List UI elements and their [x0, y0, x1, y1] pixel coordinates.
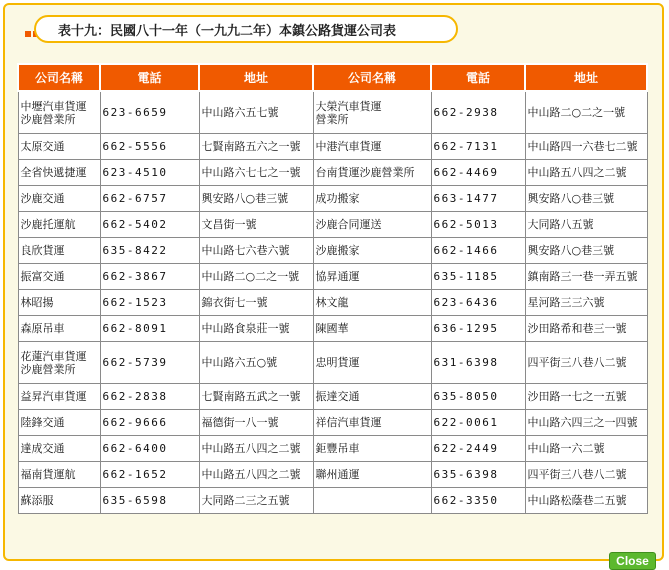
- cell-phone: 662-3350: [431, 488, 525, 514]
- cell-phone: 662-1466: [431, 238, 525, 264]
- cell-phone: 662-2838: [100, 384, 199, 410]
- cell-phone: 623-6659: [100, 91, 199, 134]
- cell-address: 四平街三八巷八二號: [525, 342, 647, 384]
- cell-phone: 662-2938: [431, 91, 525, 134]
- cell-company-name: [313, 160, 431, 186]
- cell-address: 興安路八○巷三號: [199, 186, 313, 212]
- cell-phone: 662-5556: [100, 134, 199, 160]
- cell-phone: 623-4510: [100, 160, 199, 186]
- cell-company-name: [313, 290, 431, 316]
- cell-address: 星河路三三六號: [525, 290, 647, 316]
- table-header-row: [18, 64, 647, 91]
- table-row: [18, 410, 647, 436]
- cell-company-name: [313, 462, 431, 488]
- cell-company-name: [313, 238, 431, 264]
- cell-line: 協昇通運: [315, 270, 360, 283]
- cell-company-name: [313, 316, 431, 342]
- cell-company-name: [313, 264, 431, 290]
- cell-line: 全省快遞捷運: [20, 166, 87, 179]
- table-row: [18, 238, 647, 264]
- cell-phone: 622-0061: [431, 410, 525, 436]
- cell-line: 達成交通: [20, 442, 65, 455]
- cell-company-name: [313, 488, 431, 514]
- cell-address: 中山路二○二之一號: [525, 91, 647, 134]
- table-row: [18, 212, 647, 238]
- cell-address: 中山路六五○號: [199, 342, 313, 384]
- cell-line: 良欣貨運: [20, 244, 65, 257]
- header-company-name-2: 公司名稱: [313, 64, 431, 91]
- cell-line: 鉅豐吊車: [315, 442, 360, 455]
- cell-phone: 636-1295: [431, 316, 525, 342]
- cell-phone: 662-5739: [100, 342, 199, 384]
- cell-address: 福德街一八一號: [199, 410, 313, 436]
- cell-company-name: [18, 134, 100, 160]
- table-row: [18, 316, 647, 342]
- cell-address: 四平街三八巷八二號: [525, 462, 647, 488]
- cell-phone: 662-4469: [431, 160, 525, 186]
- cell-phone: 662-9666: [100, 410, 199, 436]
- cell-phone: 662-6400: [100, 436, 199, 462]
- cell-company-name: [18, 384, 100, 410]
- cell-address: 文昌街一號: [199, 212, 313, 238]
- cell-address: 大同路二三之五號: [199, 488, 313, 514]
- cell-address: 中山路五八四之二號: [199, 436, 313, 462]
- cell-company-name: [313, 384, 431, 410]
- cell-address: 中山路六四三之一四號: [525, 410, 647, 436]
- cell-line: 沙鹿交通: [20, 192, 65, 205]
- cell-line: 振富交通: [20, 270, 65, 283]
- cell-line: 森原吊車: [20, 322, 65, 335]
- cell-address: 鎮南路三一巷一弄五號: [525, 264, 647, 290]
- cell-line: 沙鹿搬家: [315, 244, 360, 257]
- cell-address: 七賢南路五武之一號: [199, 384, 313, 410]
- table-row: [18, 488, 647, 514]
- cell-line: 太原交通: [20, 140, 65, 153]
- close-button[interactable]: Close: [609, 552, 656, 570]
- header-company-name-1: 公司名稱: [18, 64, 100, 91]
- cell-address: 沙田路一七之一五號: [525, 384, 647, 410]
- table-row: [18, 436, 647, 462]
- cell-line: 營業所: [315, 112, 349, 126]
- cell-company-name: [18, 160, 100, 186]
- company-table: [17, 63, 648, 514]
- cell-address: 中山路一六二號: [525, 436, 647, 462]
- cell-phone: 662-3867: [100, 264, 199, 290]
- cell-phone: 662-5013: [431, 212, 525, 238]
- cell-company-name: [18, 316, 100, 342]
- cell-line: 林昭揚: [20, 296, 54, 309]
- cell-company-name: [18, 238, 100, 264]
- cell-phone: 635-8050: [431, 384, 525, 410]
- cell-address: 中山路食泉莊一號: [199, 316, 313, 342]
- cell-company-name: [18, 462, 100, 488]
- cell-phone: 635-6398: [431, 462, 525, 488]
- table-row: [18, 186, 647, 212]
- cell-company-name: [313, 134, 431, 160]
- cell-line: 台南貨運沙鹿營業所: [315, 166, 415, 179]
- cell-address: 中山路二○二之一號: [199, 264, 313, 290]
- cell-phone: 622-2449: [431, 436, 525, 462]
- cell-company-name: [313, 342, 431, 384]
- cell-company-name: [18, 264, 100, 290]
- cell-line: 成功搬家: [315, 192, 360, 205]
- cell-company-name: [313, 436, 431, 462]
- title-bar: [34, 15, 458, 43]
- cell-address: 中山路五八四之二號: [525, 160, 647, 186]
- cell-phone: 623-6436: [431, 290, 525, 316]
- table-row: [18, 290, 647, 316]
- header-address-1: 地址: [199, 64, 313, 91]
- cell-company-name: [18, 488, 100, 514]
- cell-phone: 635-1185: [431, 264, 525, 290]
- cell-company-name: [313, 91, 431, 134]
- cell-address: 中山路六五七號: [199, 91, 313, 134]
- cell-line: 花蓮汽車貨運: [20, 349, 87, 363]
- cell-phone: 635-8422: [100, 238, 199, 264]
- cell-phone: 662-8091: [100, 316, 199, 342]
- cell-line: 沙鹿營業所: [20, 112, 76, 126]
- cell-company-name: [18, 436, 100, 462]
- cell-company-name: [18, 212, 100, 238]
- cell-phone: 663-1477: [431, 186, 525, 212]
- cell-line: 中壢汽車貨運: [20, 99, 87, 113]
- cell-company-name: [313, 186, 431, 212]
- cell-phone: 662-7131: [431, 134, 525, 160]
- cell-address: 興安路八○巷三號: [525, 186, 647, 212]
- cell-line: 益昇汽車貨運: [20, 390, 87, 403]
- cell-company-name: [18, 342, 100, 384]
- table-row: [18, 462, 647, 488]
- header-address-2: 地址: [525, 64, 647, 91]
- cell-phone: 662-6757: [100, 186, 199, 212]
- table-row: [18, 264, 647, 290]
- cell-address: 沙田路希和巷三一號: [525, 316, 647, 342]
- cell-phone: 635-6598: [100, 488, 199, 514]
- cell-phone: 631-6398: [431, 342, 525, 384]
- table-body: [18, 91, 647, 514]
- cell-address: 興安路八○巷三號: [525, 238, 647, 264]
- cell-line: 聯州通運: [315, 468, 360, 481]
- header-phone-2: 電話: [431, 64, 525, 91]
- table-row: [18, 160, 647, 186]
- cell-company-name: [18, 186, 100, 212]
- cell-phone: 662-5402: [100, 212, 199, 238]
- cell-phone: 662-1523: [100, 290, 199, 316]
- cell-line: 沙鹿托運航: [20, 218, 76, 231]
- table-row: [18, 91, 647, 134]
- cell-address: 中山路松蔭巷二五號: [525, 488, 647, 514]
- cell-address: 中山路五八四之二號: [199, 462, 313, 488]
- cell-line: 忠明貨運: [315, 356, 360, 369]
- cell-line: 陸鋒交通: [20, 416, 65, 429]
- cell-address: 中山路四一六巷七二號: [525, 134, 647, 160]
- cell-company-name: [313, 410, 431, 436]
- cell-address: 錦衣街七一號: [199, 290, 313, 316]
- table-row: [18, 342, 647, 384]
- cell-company-name: [18, 290, 100, 316]
- cell-line: 沙鹿合同運送: [315, 218, 382, 231]
- cell-company-name: [18, 91, 100, 134]
- cell-line: 祥信汽車貨運: [315, 416, 382, 429]
- cell-phone: 662-1652: [100, 462, 199, 488]
- page-title: 表十九：民國八十一年（一九九二年）本鎮公路貨運公司表: [58, 23, 397, 39]
- cell-company-name: [313, 212, 431, 238]
- header-phone-1: 電話: [100, 64, 199, 91]
- cell-company-name: [18, 410, 100, 436]
- cell-address: 中山路六七七之一號: [199, 160, 313, 186]
- cell-line: 沙鹿營業所: [20, 362, 76, 376]
- table-row: [18, 384, 647, 410]
- cell-address: 大同路八五號: [525, 212, 647, 238]
- cell-address: 中山路七六巷六號: [199, 238, 313, 264]
- cell-line: 蘇添服: [20, 494, 54, 507]
- cell-line: 陳國華: [315, 322, 349, 335]
- cell-line: 大榮汽車貨運: [315, 99, 382, 113]
- cell-line: 福南貨運航: [20, 468, 76, 481]
- table-row: [18, 134, 647, 160]
- cell-line: 振達交通: [315, 390, 360, 403]
- cell-line: 中港汽車貨運: [315, 140, 382, 153]
- cell-address: 七賢南路五六之一號: [199, 134, 313, 160]
- cell-line: 林文龍: [315, 296, 349, 309]
